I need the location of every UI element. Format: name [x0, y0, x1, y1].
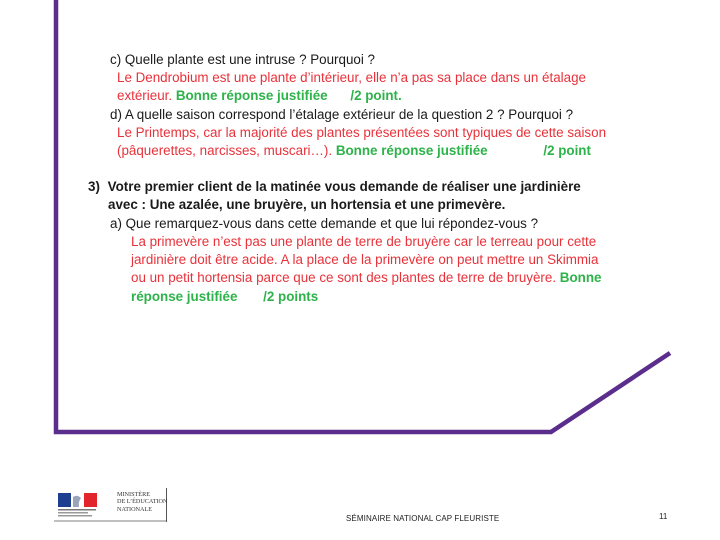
question-a-grade-label-part2: réponse justifiée — [131, 289, 238, 304]
question-d-answer-line2: (pâquerettes, narcisses, muscari…). — [117, 143, 333, 158]
question-a-grade-row — [131, 289, 318, 305]
question-d-grade-points: /2 point — [543, 143, 591, 158]
ministry-line2: DE L’ÉDUCATION — [117, 498, 168, 506]
question-3-prompt-row1 — [88, 179, 581, 195]
question-d-prompt: d) A quelle saison correspond l’étalage extérieur de la question 2 ? Pourquoi ? — [110, 107, 574, 122]
question-d-answer-line2-row — [117, 143, 591, 159]
question-c-answer-line1: Le Dendrobium est une plante d’intérieur, elle n’a pas sa place dans un étalage — [117, 70, 586, 85]
question-a-grade-points: /2 points — [263, 289, 319, 304]
question-a-prompt: a) Que remarquez-vous dans cette demande et que lui répondez-vous ? — [110, 216, 539, 231]
question-a-grade-label-part1: Bonne — [559, 270, 602, 285]
question-c-answer-line2-row — [117, 88, 402, 104]
question-3-number: 3) — [88, 179, 100, 194]
ministry-line1: MINISTÈRE — [117, 491, 150, 498]
question-d-answer-line1: Le Printemps, car la majorité des plantes présentées sont typiques de cette saison — [117, 125, 607, 140]
question-d-grade-label: Bonne réponse justifiée — [335, 143, 488, 158]
question-3-prompt-line1: Votre premier client de la matinée vous demande de réaliser une jardinière — [107, 179, 581, 194]
ministry-line3: NATIONALE — [117, 505, 153, 513]
question-3-prompt-line2: avec : Une azalée, une bruyère, un hortensia et une primevère. — [108, 197, 506, 212]
question-c-answer-line2: extérieur. — [117, 88, 173, 103]
page-number: 11 — [659, 512, 668, 521]
question-c-grade-label: Bonne réponse justifiée — [175, 88, 328, 103]
footer-seminar-title: SÉMINAIRE NATIONAL CAP FLEURISTE — [346, 514, 500, 523]
question-a-answer-line3-row — [131, 270, 601, 286]
question-a-answer-line2: jardinière doit être acide. A la place de la primevère on peut mettre un Skimmia — [131, 252, 599, 267]
question-c-prompt: c) Quelle plante est une intruse ? Pourquoi ? — [110, 52, 376, 67]
ministry-logo — [54, 488, 168, 522]
question-c-grade-points: /2 point. — [350, 88, 402, 103]
question-a-answer-line3: ou un petit hortensia parce que ce sont des plantes de terre de bruyère. — [131, 270, 557, 285]
question-a-answer-line1: La primevère n’est pas une plante de terre de bruyère car le terreau pour cette — [131, 234, 597, 249]
